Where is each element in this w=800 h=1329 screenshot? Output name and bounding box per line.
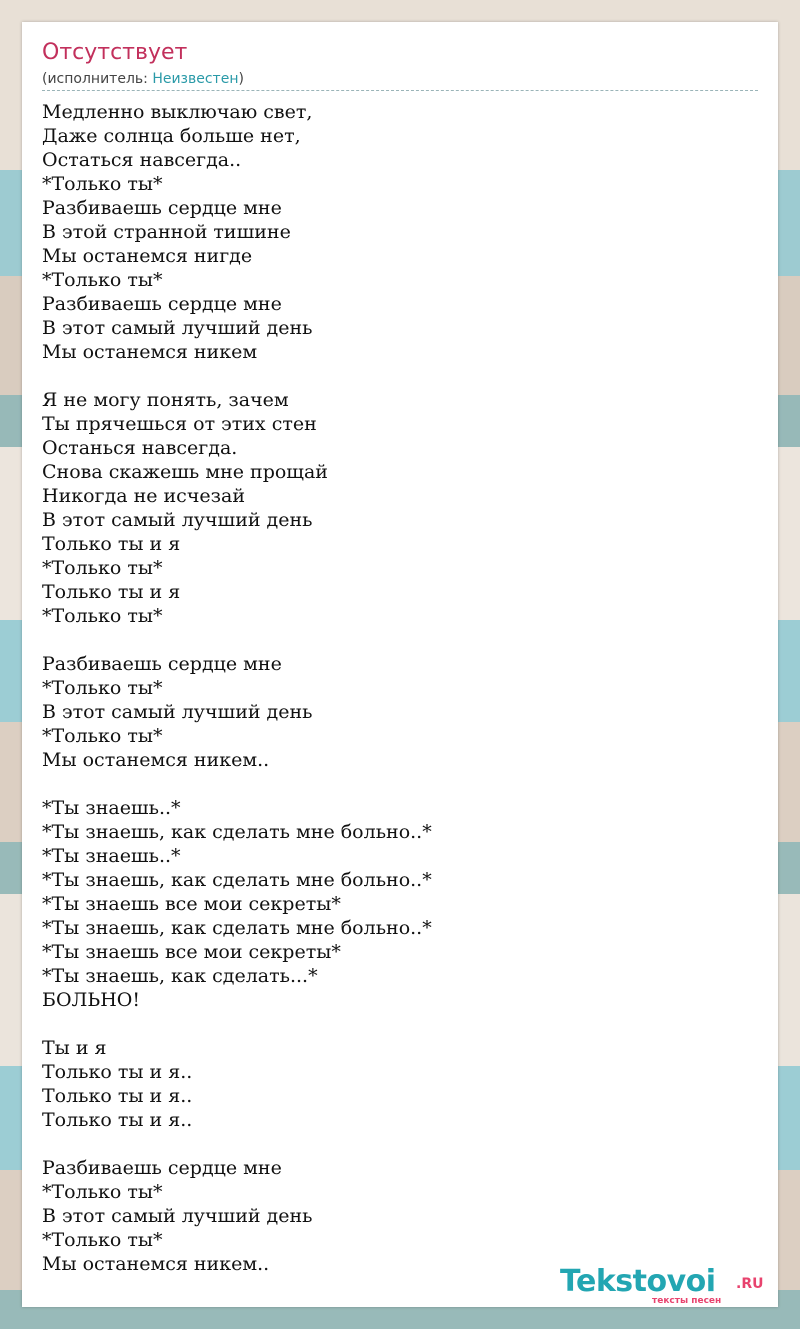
title-divider: [42, 90, 758, 91]
lyric-line: *Только ты*: [42, 269, 163, 291]
lyric-line: Разбиваешь сердце мне: [42, 197, 282, 219]
lyric-line: БОЛЬНО!: [42, 989, 140, 1011]
lyric-line: *Ты знаешь, как сделать мне больно..*: [42, 821, 432, 843]
lyric-line: В этот самый лучший день: [42, 1205, 313, 1227]
logo-name: Tekstovoi: [560, 1264, 716, 1299]
lyric-line: *Только ты*: [42, 1229, 163, 1251]
lyric-line: В этот самый лучший день: [42, 317, 313, 339]
artist-prefix: (исполнитель:: [42, 71, 153, 87]
lyric-line: *Ты знаешь..*: [42, 845, 181, 867]
lyric-line: [42, 628, 758, 652]
logo-tld: .RU: [736, 1276, 764, 1292]
lyric-line: *Только ты*: [42, 557, 163, 579]
lyric-line: Остаться навсегда..: [42, 149, 242, 171]
artist-line: [42, 71, 244, 87]
song-title: Отсутствует: [42, 40, 188, 65]
lyric-line: *Ты знаешь все мои секреты*: [42, 893, 341, 915]
lyric-line: Разбиваешь сердце мне: [42, 293, 282, 315]
lyric-line: Никогда не исчезай: [42, 485, 245, 507]
lyric-line: Мы останемся нигде: [42, 245, 253, 267]
lyric-line: [42, 364, 758, 388]
lyric-line: Только ты и я: [42, 533, 181, 555]
lyric-line: *Ты знаешь все мои секреты*: [42, 941, 341, 963]
lyric-line: [42, 1132, 758, 1156]
lyric-line: Даже солнца больше нет,: [42, 125, 301, 147]
lyric-line: Медленно выключаю свет,: [42, 101, 313, 123]
lyric-line: Останься навсегда.: [42, 437, 238, 459]
lyric-line: *Только ты*: [42, 173, 163, 195]
lyric-line: Ты и я: [42, 1037, 107, 1059]
lyric-line: Мы останемся никем..: [42, 749, 270, 771]
lyrics-card: [22, 22, 778, 1307]
lyric-line: *Ты знаешь..*: [42, 797, 181, 819]
lyric-line: В этот самый лучший день: [42, 701, 313, 723]
artist-link[interactable]: Неизвестен: [152, 71, 239, 87]
logo-tagline: тексты песен: [652, 1296, 722, 1306]
lyric-line: *Только ты*: [42, 1181, 163, 1203]
lyric-line: *Только ты*: [42, 605, 163, 627]
lyric-line: *Ты знаешь, как сделать мне больно..*: [42, 869, 432, 891]
lyric-line: Мы останемся никем: [42, 341, 258, 363]
lyric-line: В этой странной тишине: [42, 221, 291, 243]
lyric-line: Я не могу понять, зачем: [42, 389, 289, 411]
lyric-line: *Только ты*: [42, 725, 163, 747]
lyric-line: Только ты и я..: [42, 1109, 193, 1131]
lyric-line: *Ты знаешь, как сделать мне больно..*: [42, 917, 432, 939]
lyric-line: Разбиваешь сердце мне: [42, 653, 282, 675]
lyric-line: Только ты и я: [42, 581, 181, 603]
lyric-line: Разбиваешь сердце мне: [42, 1157, 282, 1179]
lyric-line: [42, 772, 758, 796]
lyric-line: Только ты и я..: [42, 1085, 193, 1107]
lyric-line: Только ты и я..: [42, 1061, 193, 1083]
lyric-line: Ты прячешься от этих стен: [42, 413, 317, 435]
lyric-line: [42, 1012, 758, 1036]
lyric-line: В этот самый лучший день: [42, 509, 313, 531]
artist-suffix: ): [238, 71, 244, 87]
site-logo[interactable]: [560, 1266, 770, 1306]
lyric-line: Мы останемся никем..: [42, 1253, 270, 1275]
lyrics-text: [42, 100, 758, 1276]
lyric-line: Снова скажешь мне прощай: [42, 461, 328, 483]
lyric-line: *Только ты*: [42, 677, 163, 699]
lyric-line: *Ты знаешь, как сделать...*: [42, 965, 318, 987]
